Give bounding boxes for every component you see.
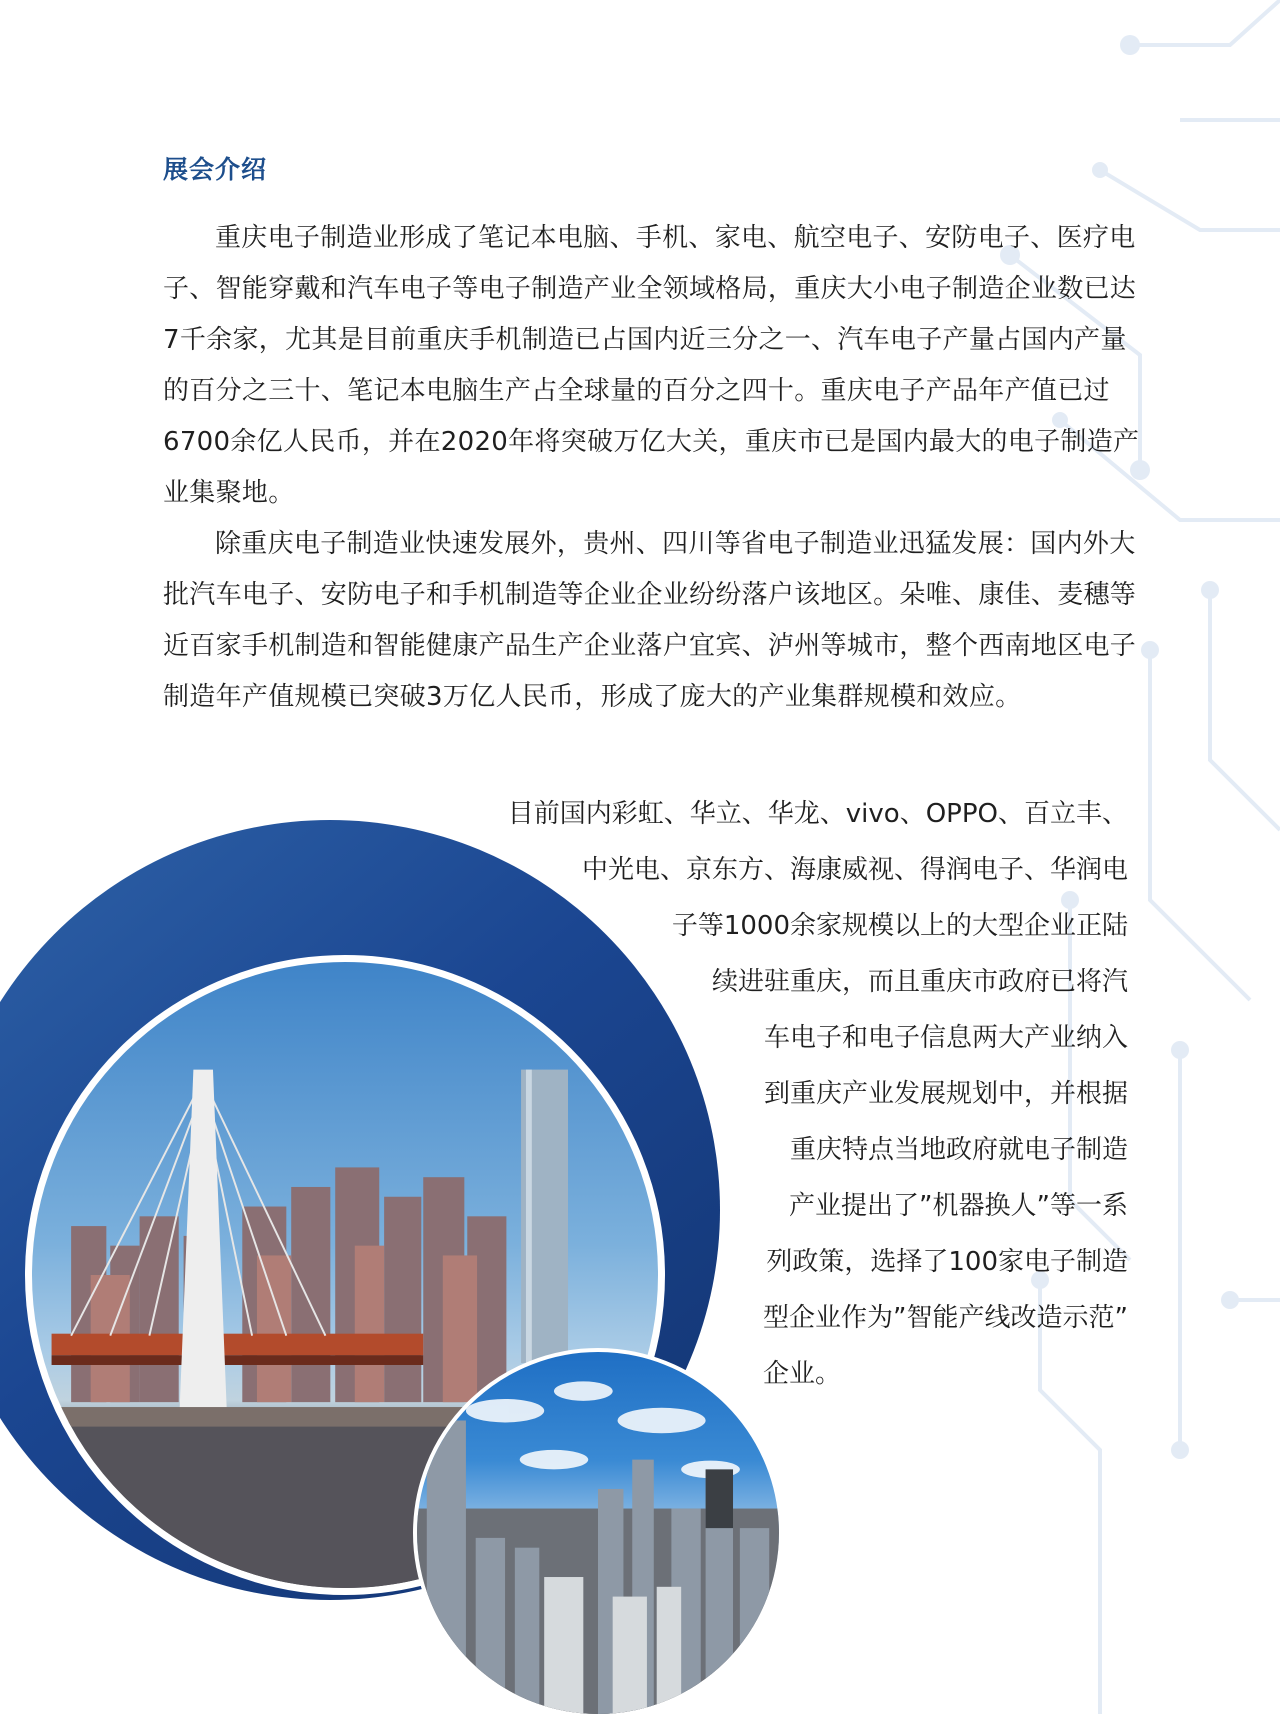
side-line: 型企业作为”智能产线改造示范”	[763, 1303, 1128, 1333]
section-heading: 展会介绍	[163, 155, 268, 184]
side-line: 子等1000余家规模以上的大型企业正陆	[671, 911, 1128, 941]
side-line: 续进驻重庆，而且重庆市政府已将汽	[711, 967, 1128, 997]
intro-body	[163, 213, 1148, 723]
intro-paragraph-1: 重庆电子制造业形成了笔记本电脑、手机、家电、航空电子、安防电子、医疗电子、智能穿戴和汽车电子等电子制造产业全领域格局，重庆大小电子制造企业数已达7千余家，尤其是目前重庆手机制造已占国内近三分之一、汽车电子产量占国内产量的百分之三十、笔记本电脑生产占全球量的百分之四十。重庆电子产品年产值已过6700余亿人民币，并在2020年将突破万亿大关，重庆市已是国内最大的电子制造产业集聚地。	[163, 223, 1140, 508]
side-line: 中光电、京东方、海康威视、得润电子、华润电	[581, 855, 1128, 885]
intro-paragraph-2: 除重庆电子制造业快速发展外，贵州、四川等省电子制造业迅猛发展：国内外大批汽车电子、安防电子和手机制造等企业企业纷纷落户该地区。朵唯、康佳、麦穗等近百家手机制造和智能健康产品生产企业落户宜宾、泸州等城市，整个西南地区电子制造年产值规模已突破3万亿人民币，形成了庞大的产业集群规模和效应。	[163, 529, 1137, 712]
side-line: 产业提出了”机器换人”等一系	[789, 1191, 1128, 1221]
side-line: 企业。	[763, 1359, 842, 1389]
side-line: 目前国内彩虹、华立、华龙、vivo、OPPO、百立丰、	[507, 799, 1128, 829]
side-line: 重庆特点当地政府就电子制造	[789, 1135, 1128, 1165]
side-paragraph	[508, 786, 1128, 1402]
side-line: 列政策，选择了100家电子制造	[766, 1247, 1128, 1277]
side-line: 到重庆产业发展规划中，并根据	[763, 1079, 1128, 1109]
city-aerial-photo	[413, 1348, 783, 1718]
side-line: 车电子和电子信息两大产业纳入	[763, 1023, 1128, 1053]
